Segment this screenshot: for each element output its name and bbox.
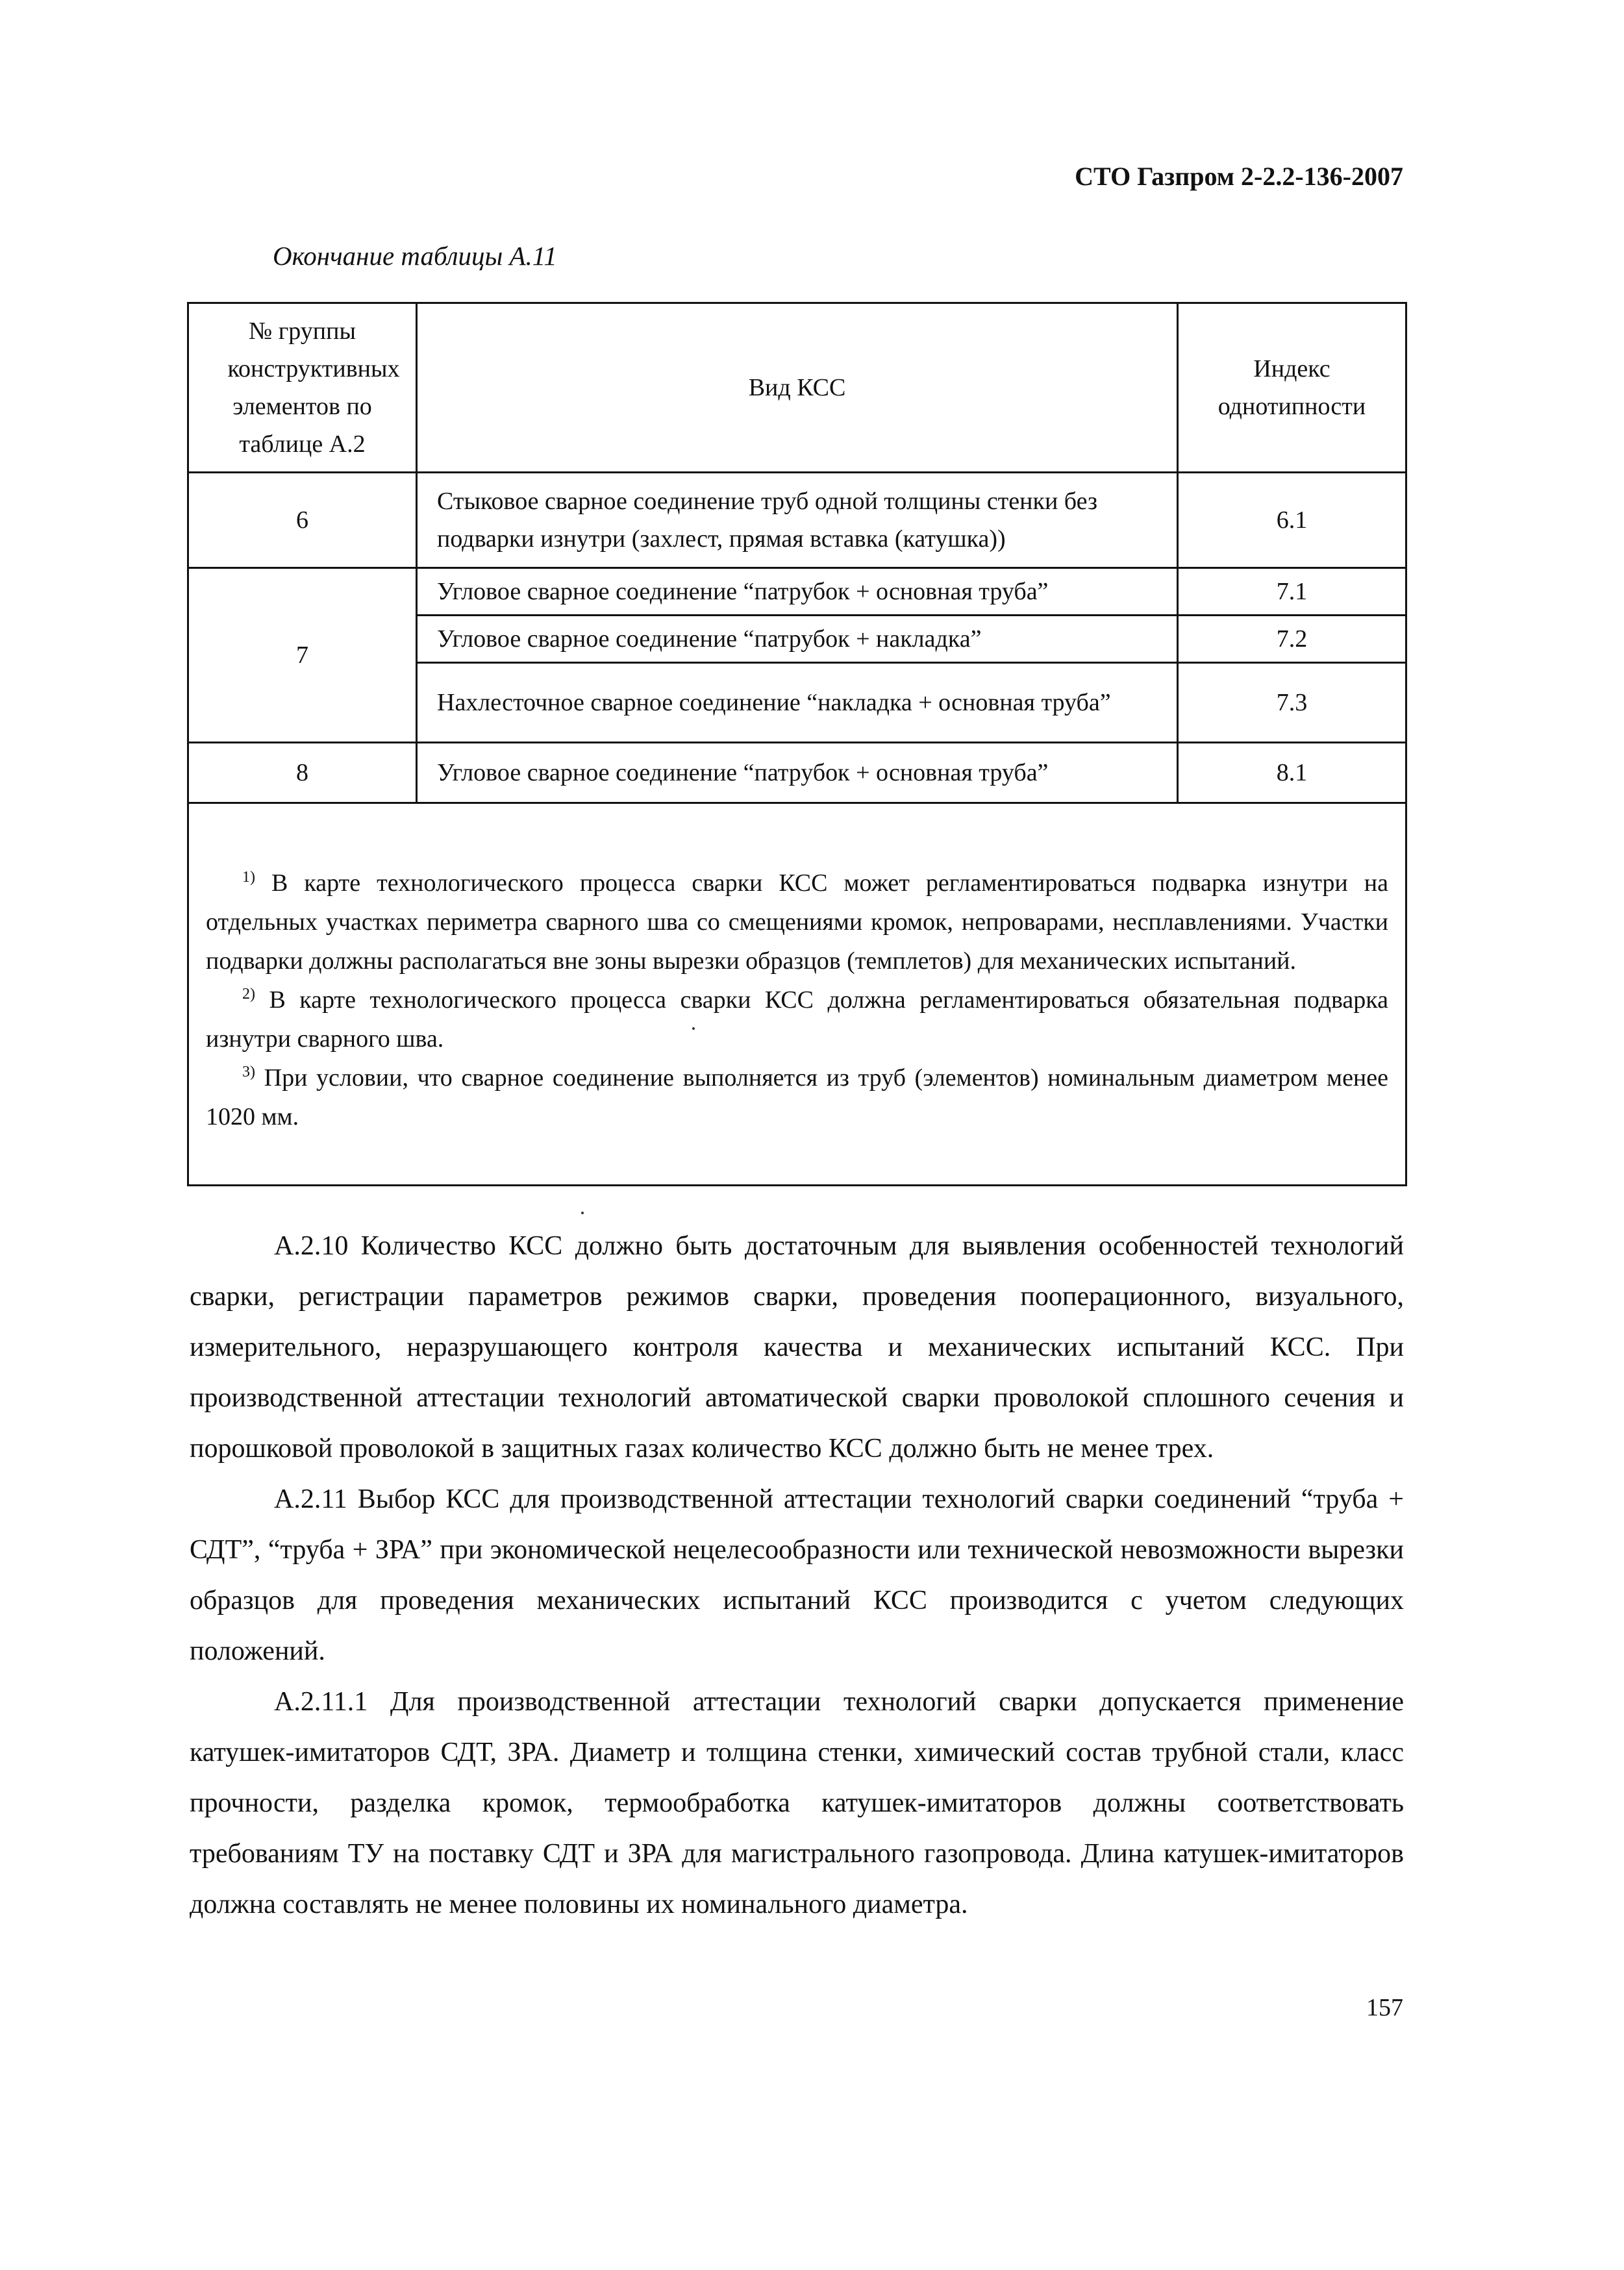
footnote-text: В карте технологического процесса сварки КСС должна регламентироваться обязательная подварка изнутри сварного шва. [206, 986, 1389, 1053]
footnote-mark: 3) [242, 1064, 255, 1080]
ksc-type-cell: Нахлесточное сварное соединение “накладка + основная труба” [417, 663, 1178, 743]
paragraph-a-2-11: А.2.11 Выбор КСС для производственной аттестации технологий сварки соединений “труба + СДТ”, “труба + ЗРА” при экономической нецелесообразности или технической невозможности вырезки образцов для проведения механических испытаний КСС производится с учетом следующих положений. [190, 1484, 1404, 1666]
footnote-3 [206, 1058, 1388, 1136]
ksc-type-cell: Угловое сварное соединение “патрубок + основная труба” [417, 743, 1178, 803]
index-cell: 7.1 [1178, 568, 1406, 616]
header-ksc-type: Вид КСС [417, 303, 1178, 473]
paragraph-a-2-11-1: А.2.11.1 Для производственной аттестации технологий сварки допускается применение катушек-имитаторов СДТ, ЗРА. Диаметр и толщина стенки, химический состав трубной стали, класс прочности, разделка кромок, термообработка катушек-имитаторов должны соответствовать требованиям ТУ на поставку СДТ и ЗРА для магистрального газопровода. Длина катушек-имитаторов должна составлять не менее половины их номинального диаметра. [190, 1687, 1404, 1919]
ksc-table [187, 302, 1407, 1186]
index-cell: 6.1 [1178, 473, 1406, 568]
header-uniformity-index: Индекс однотипности [1178, 303, 1406, 473]
ksc-type-cell: Угловое сварное соединение “патрубок + накладка” [417, 616, 1178, 663]
footnote-text: В карте технологического процесса сварки КСС может регламентироваться подварка изнутри на отдельных участках периметра сварного шва со смещениями кромок, непроварами, несплавлениями. Участки подварки должны располагаться вне зоны вырезки образцов (темплетов) для механических испытаний. [206, 869, 1388, 975]
table-notes-row [188, 803, 1406, 1186]
group-cell: 7 [188, 568, 417, 743]
footnote-text: При условии, что сварное соединение выполняется из труб (элементов) номинальным диаметром менее 1020 мм. [206, 1064, 1389, 1130]
footnote-mark: 2) [242, 986, 255, 1003]
footnote-mark: 1) [242, 869, 255, 886]
header-group-number: № группы конструктивных элементов по таблице А.2 [188, 303, 417, 473]
group-cell: 6 [188, 473, 417, 568]
table-caption: Окончание таблицы А.11 [273, 241, 557, 271]
index-cell: 7.2 [1178, 616, 1406, 663]
index-cell: 8.1 [1178, 743, 1406, 803]
document-code: СТО Газпром 2-2.2-136-2007 [1075, 162, 1403, 191]
table-row [188, 473, 1406, 568]
paragraph-a-2-10: А.2.10 Количество КСС должно быть достаточным для выявления особенностей технологий сварки, регистрации параметров режимов сварки, проведения пооперационного, визуального, измерительного, неразрушающего контроля качества и механических испытаний КСС. При производственной аттестации технологий автоматической сварки проволокой сплошного сечения и порошковой проволокой в защитных газах количество КСС должно быть не менее трех. [190, 1231, 1404, 1464]
group-cell: 8 [188, 743, 417, 803]
body-text [190, 1221, 1404, 1930]
ksc-type-cell: Угловое сварное соединение “патрубок + основная труба” [417, 568, 1178, 616]
table-row [188, 568, 1406, 616]
table-notes [188, 803, 1406, 1186]
scan-speck [581, 1212, 584, 1214]
page-number: 157 [1366, 1994, 1403, 2021]
ksc-type-cell: Стыковое сварное соединение труб одной толщины стенки без подварки изнутри (захлест, прямая вставка (катушка)) [417, 473, 1178, 568]
index-cell: 7.3 [1178, 663, 1406, 743]
footnote-2 [206, 980, 1388, 1058]
scan-speck [692, 1027, 695, 1030]
table-header-row [188, 303, 1406, 473]
footnote-1 [206, 864, 1388, 980]
table-row [188, 743, 1406, 803]
